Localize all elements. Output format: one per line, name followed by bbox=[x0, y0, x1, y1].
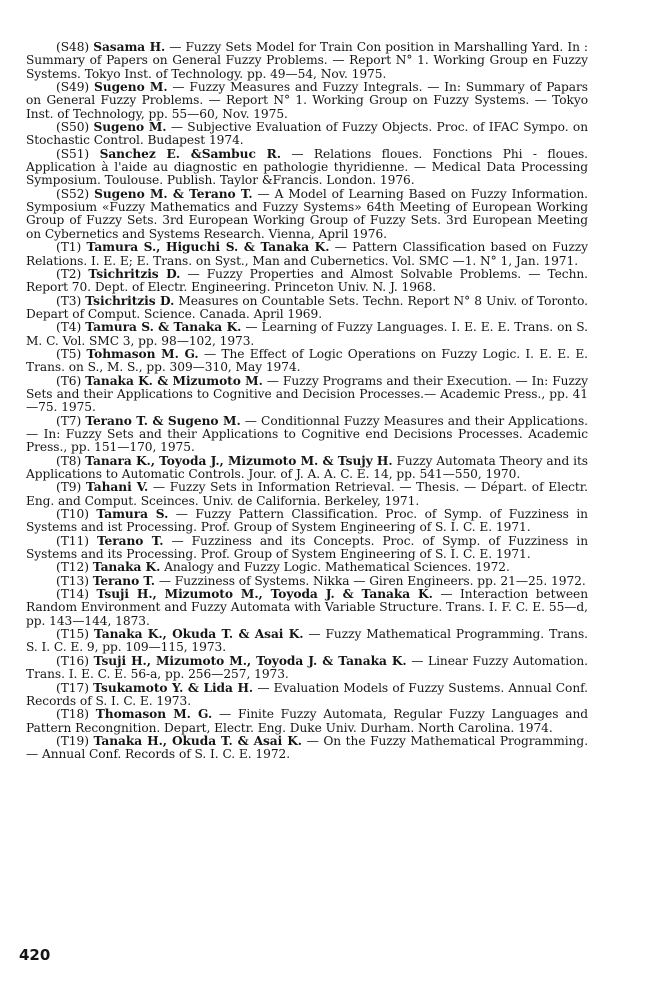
reference-text: Measures on Countable Sets. Techn. Report N° 8 Univ. of Toronto. Depart of Comput. Science. Canada. April 1969. bbox=[26, 293, 589, 321]
reference-tag: (S50) bbox=[56, 120, 90, 135]
reference-text: — Fuzziness of Systems. Nikka — Giren Engineers. pp. 21—25. 1972. bbox=[155, 573, 586, 588]
reference-text: Analogy and Fuzzy Logic. Mathematical Sciences. 1972. bbox=[160, 560, 510, 575]
reference-authors: Tanaka K. bbox=[92, 560, 161, 575]
reference-text: — Fuzzy Programs and their Execution. — In: Fuzzy Sets and their Applications to Cognitive and Decision Processes.— Academic Press., pp. 41—75. 1975. bbox=[26, 373, 588, 415]
reference-entry bbox=[26, 41, 588, 81]
reference-tag: (T7) bbox=[56, 413, 82, 428]
reference-tag: (T3) bbox=[56, 293, 82, 308]
reference-text: — Fuzziness and its Concepts. Proc. of Symp. of Fuzziness in Systems and its Processing. Prof. Group of System Engineering of S. I. C. E. 1971. bbox=[26, 533, 588, 562]
reference-text: — Fuzzy Pattern Classification. Proc. of Symp. of Fuzziness in Systems and ist Processing. Prof. Group of System Engineering of S. I. C. E. 1971. bbox=[26, 507, 588, 535]
reference-authors: Thomason M. G. bbox=[95, 707, 213, 722]
reference-tag: (T2) bbox=[56, 266, 82, 281]
reference-entry bbox=[26, 415, 588, 455]
reference-text: — Fuzzy Measures and Fuzzy Integrals. — In: Summary of Papars on General Fuzzy Problems. — Report N° 1. Working Group on Fuzzy Systems. — Tokyo Inst. of Technology, pp. 55—60, Nov. 1975. bbox=[26, 80, 588, 121]
page-number: 420 bbox=[19, 946, 51, 964]
reference-text: — Pattern Classification based on Fuzzy Relations. I. E. E; E. Trans. on Syst., Man and Cubernetics. Vol. SMC —1. N° 1, Jan. 1971. bbox=[26, 240, 588, 268]
reference-text: — Fuzzy Sets Model for Train Con position in Marshalling Yard. In : Summary of Papers on General Fuzzy Problems. — Report N° 1. Working Group en Fuzzy Systems. Tokyo Inst. of Technology. pp. 49—54, Nov. 1975. bbox=[26, 40, 588, 81]
reference-text: Fuzzy Automata Theory and its Applications to Automatic Controls. Jour. of J. A. A. C. E. 14, pp. 541—550, 1970. bbox=[26, 453, 589, 481]
reference-entry bbox=[26, 682, 588, 709]
reference-authors: Sanchez E. &Sambuc R. bbox=[99, 146, 281, 161]
reference-entry bbox=[26, 561, 588, 574]
reference-entry bbox=[26, 268, 588, 295]
reference-tag: (S52) bbox=[56, 186, 90, 201]
reference-entry bbox=[26, 575, 588, 588]
reference-entry bbox=[26, 588, 588, 628]
reference-list bbox=[26, 41, 588, 762]
reference-text: — Relations floues. Fonctions Phi - floues. Application à l'aide au diagnostic en pathologie thyridienne. — Medical Data Processing Symposium. Toulouse. Publish. Taylor &Francis. London. 1976. bbox=[26, 146, 589, 188]
reference-tag: (T17) bbox=[56, 680, 89, 695]
reference-authors: Tamura S., Higuchi S. & Tanaka K. bbox=[86, 240, 330, 255]
reference-authors: Tsuji H., Mizumoto M., Toyoda J. & Tanaka K. bbox=[96, 587, 433, 602]
reference-text: — Learning of Fuzzy Languages. I. E. E. E. Trans. on S. M. C. Vol. SMC 3, pp. 98—102, 1973. bbox=[26, 320, 589, 348]
reference-text: — Linear Fuzzy Automation. Trans. I. E. C. E. 56-a, pp. 256—257, 1973. bbox=[26, 653, 589, 682]
reference-entry bbox=[26, 655, 588, 682]
reference-tag: (T12) bbox=[56, 560, 89, 575]
reference-tag: (T15) bbox=[56, 627, 89, 642]
reference-authors: Terano T. bbox=[96, 533, 164, 548]
reference-tag: (T13) bbox=[56, 573, 89, 588]
reference-tag: (T8) bbox=[56, 453, 82, 468]
reference-authors: Tsukamoto Y. & Lida H. bbox=[93, 680, 254, 695]
reference-tag: (T4) bbox=[56, 320, 82, 335]
reference-tag: (T1) bbox=[56, 240, 82, 255]
reference-authors: Terano T. bbox=[92, 573, 155, 588]
reference-text: — Fuzzy Properties and Almost Solvable Problems. — Techn. Report 70. Dept. of Electr. Engineering. Princeton Univ. N. J. 1968. bbox=[26, 266, 589, 295]
reference-entry bbox=[26, 735, 588, 762]
reference-authors: Tohmason M. G. bbox=[86, 346, 199, 361]
reference-entry bbox=[26, 708, 588, 735]
reference-authors: Tanaka H., Okuda T. & Asai K. bbox=[93, 733, 302, 748]
reference-tag: (T11) bbox=[56, 533, 89, 548]
reference-tag: (S51) bbox=[56, 146, 90, 161]
reference-tag: (T16) bbox=[56, 653, 89, 668]
reference-authors: Tsichritzis D. bbox=[88, 266, 181, 281]
reference-entry bbox=[26, 81, 588, 121]
reference-authors: Sugeno M. bbox=[94, 80, 168, 95]
reference-tag: (S48) bbox=[56, 40, 90, 54]
reference-tag: (T18) bbox=[56, 707, 89, 722]
reference-entry bbox=[26, 628, 588, 655]
reference-text: — The Effect of Logic Operations on Fuzzy Logic. I. E. E. E. Trans. on S., M. S., pp. 309—310, May 1974. bbox=[26, 346, 588, 375]
reference-tag: (T6) bbox=[56, 373, 82, 388]
reference-entry bbox=[26, 481, 588, 508]
reference-entry bbox=[26, 508, 588, 535]
reference-authors: Sugeno M. bbox=[93, 120, 167, 135]
reference-authors: Tanaka K., Okuda T. & Asai K. bbox=[93, 627, 304, 642]
reference-entry bbox=[26, 375, 588, 415]
reference-tag: (T9) bbox=[56, 480, 82, 495]
reference-tag: (S49) bbox=[56, 80, 90, 95]
reference-text: — Fuzzy Sets in Information Retrieval. — Thesis. — Départ. of Electr. Eng. and Comput. Sceinces. Univ. de California. Berkeley, 1971. bbox=[26, 480, 588, 508]
reference-text: — Evaluation Models of Fuzzy Sustems. Annual Conf. Records of S. I. C. E. 1973. bbox=[26, 680, 588, 708]
reference-text: — Interaction between Random Environment and Fuzzy Automata with Variable Structure. Trans. I. F. C. E. 55—d, pp. 143—144, 1873. bbox=[26, 587, 588, 628]
reference-entry bbox=[26, 121, 588, 148]
reference-tag: (T10) bbox=[56, 507, 89, 522]
reference-text: — Conditionnal Fuzzy Measures and their Applications. — In: Fuzzy Sets and their Applications to Cognitive end Decisions Processes. Academic Press., pp. 151—170, 1975. bbox=[26, 413, 588, 455]
reference-entry bbox=[26, 148, 588, 188]
reference-entry bbox=[26, 455, 588, 482]
reference-entry bbox=[26, 535, 588, 562]
reference-authors: Tamura S. & Tanaka K. bbox=[85, 320, 242, 335]
reference-authors: Tanara K., Toyoda J., Mizumoto M. & Tsujy H. bbox=[85, 453, 393, 468]
reference-authors: Tamura S. bbox=[96, 507, 169, 522]
reference-entry bbox=[26, 295, 588, 322]
reference-authors: Tsuji H., Mizumoto M., Toyoda J. & Tanaka K. bbox=[93, 653, 407, 668]
reference-text: — Finite Fuzzy Automata, Regular Fuzzy Languages and Pattern Recongnition. Depart, Electr. Eng. Duke Univ. Durham. North Carolina. 1974. bbox=[26, 707, 588, 735]
reference-text: — On the Fuzzy Mathematical Programming. — Annual Conf. Records of S. I. C. E. 1972. bbox=[26, 733, 589, 762]
reference-authors: Terano T. & Sugeno M. bbox=[85, 413, 241, 428]
reference-tag: (T19) bbox=[56, 733, 89, 748]
reference-entry bbox=[26, 321, 588, 348]
reference-text: — Subjective Evaluation of Fuzzy Objects. Proc. of IFAC Sympo. on Stochastic Control. Budapest 1974. bbox=[26, 120, 588, 148]
reference-authors: Tanaka K. & Mizumoto M. bbox=[85, 373, 263, 388]
reference-tag: (T5) bbox=[56, 346, 82, 361]
reference-entry bbox=[26, 348, 588, 375]
reference-tag: (T14) bbox=[56, 587, 89, 602]
reference-authors: Tsichritzis D. bbox=[85, 293, 175, 308]
reference-authors: Sugeno M. & Terano T. bbox=[94, 186, 253, 201]
reference-authors: Sasama H. bbox=[93, 40, 166, 54]
reference-entry bbox=[26, 188, 588, 241]
reference-entry bbox=[26, 241, 588, 268]
reference-text: — A Model of Learning Based on Fuzzy Information. Symposium «Fuzzy Mathematics and Fuzzy Systems» 64th Meeting of European Working Group of Fuzzy Sets. 3rd European Working Group of Fuzzy Sets. 3rd European Meeting on Cybernetics and Systems Research. Vienna, April 1976. bbox=[26, 186, 588, 241]
reference-authors: Tahani V. bbox=[85, 480, 149, 495]
reference-text: — Fuzzy Mathematical Programming. Trans. S. I. C. E. 9, pp. 109—115, 1973. bbox=[26, 627, 588, 655]
